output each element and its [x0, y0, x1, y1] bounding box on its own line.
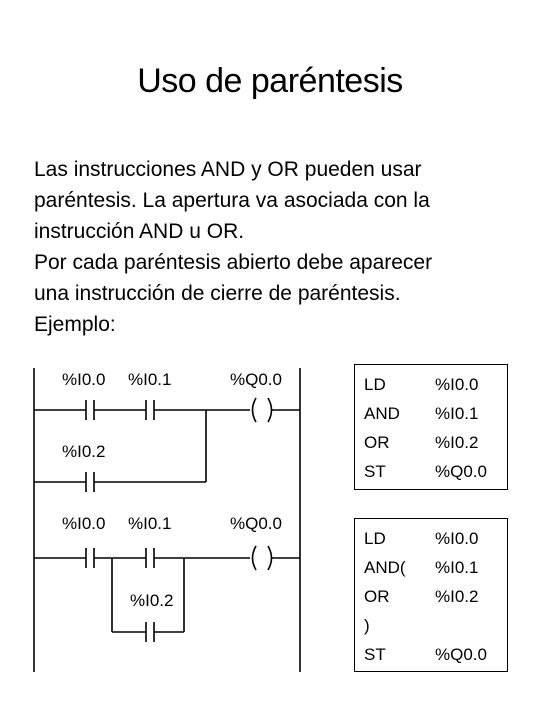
ladder2-contact-b-label: %I0.1 [128, 514, 172, 533]
paragraph-line: una instrucción de cierre de paréntesis. [34, 282, 401, 305]
ladder1-contact-c-label: %I0.2 [62, 442, 106, 461]
list1-op: OR [364, 433, 390, 452]
ladder1-contact-b-label: %I0.1 [128, 370, 172, 389]
instruction-list-1 [354, 364, 508, 490]
instruction-list-2 [354, 518, 508, 672]
paragraph-line: Las instrucciones AND y OR pueden usar [34, 158, 422, 181]
list1-arg: %I0.1 [435, 404, 479, 423]
list2-op: OR [364, 587, 390, 606]
list2-arg: %I0.2 [435, 587, 479, 606]
list1-arg: %I0.2 [435, 433, 479, 452]
list2-op: AND( [364, 558, 406, 577]
ladder2-coil-label: %Q0.0 [230, 514, 282, 533]
list1-arg: %Q0.0 [435, 462, 487, 481]
list2-arg: %I0.1 [435, 558, 479, 577]
ladder1-parallel-branch [34, 410, 206, 492]
paragraph-line: paréntesis. La apertura va asociada con la [34, 189, 430, 212]
ladder2-contact-a-label: %I0.0 [62, 514, 106, 533]
list2-op: ) [364, 616, 370, 635]
list2-arg: %I0.0 [435, 529, 479, 548]
list2-arg: %Q0.0 [435, 645, 487, 664]
ladder1-main-rung [34, 398, 300, 422]
ladder2-main-rung [34, 546, 300, 570]
list2-op: LD [364, 529, 386, 548]
list1-op: AND [364, 404, 400, 423]
paragraph-line: instrucción AND u OR. [34, 220, 245, 243]
list1-op: LD [364, 375, 386, 394]
paragraph-line: Por cada paréntesis abierto debe aparecer [34, 251, 433, 274]
list1-op: ST [364, 462, 386, 481]
paragraph-line: Ejemplo: [34, 313, 116, 336]
ladder1-contact-a-label: %I0.0 [62, 370, 106, 389]
list1-arg: %I0.0 [435, 375, 479, 394]
ladder2-contact-c-label: %I0.2 [130, 591, 174, 610]
list2-op: ST [364, 645, 386, 664]
ladder1-coil-label: %Q0.0 [230, 370, 282, 389]
slide-title: Uso de paréntesis [137, 62, 403, 100]
